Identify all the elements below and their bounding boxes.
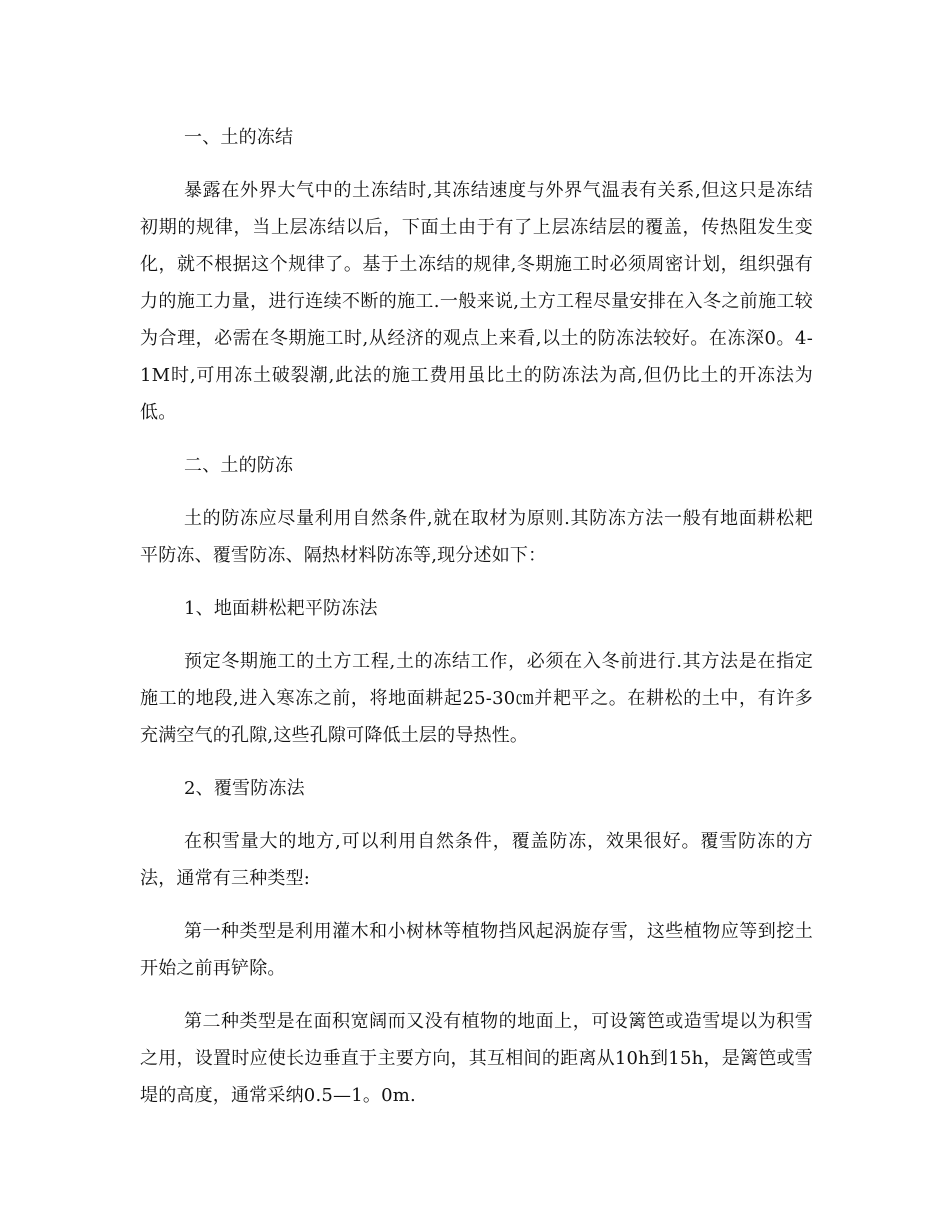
paragraph-snow-cover-type-two: 第二种类型是在面积宽阔而又没有植物的地面上，可设篱笆或造雪堤以为积雪之用，设置时应使长边垂直于主要方向，其互相间的距离从10h到15h，是篱笆或雪堤的高度，通常采纳0.5—1。0m. [140,1011,813,1106]
section-heading-frozen-soil: 一、土的冻结 [184,127,294,148]
paragraph-snow-cover-intro: 在积雪量大的地方,可以利用自然条件，覆盖防冻，效果很好。覆雪防冻的方法，通常有三种类型: [140,831,813,889]
section-heading-frost-protection: 二、土的防冻 [184,455,294,476]
paragraph-frost-protection: 土的防冻应尽量利用自然条件,就在取材为原则.其防冻方法一般有地面耕松耙平防冻、覆雪防冻、隔热材料防冻等,现分述如下： [140,508,813,566]
subheading-snow-cover-method: 2、覆雪防冻法 [184,778,305,799]
paragraph-snow-cover-type-one: 第一种类型是利用灌木和小树林等植物挡风起涡旋存雪，这些植物应等到挖土开始之前再铲除。 [140,921,813,979]
subheading-plowing-method: 1、地面耕松耙平防冻法 [184,598,378,619]
document-body [140,119,813,1130]
paragraph-plowing-method: 预定冬期施工的土方工程,土的冻结工作，必须在入冬前进行.其方法是在指定施工的地段,进入寒冻之前，将地面耕起25-30㎝并耙平之。在耕松的土中，有许多充满空气的孔隙,这些孔隙可降低土层的导热性。 [140,651,813,746]
paragraph-frozen-soil: 暴露在外界大气中的土冻结时,其冻结速度与外界气温表有关系,但这只是冻结初期的规律，当上层冻结以后，下面土由于有了上层冻结层的覆盖，传热阻发生变化，就不根据这个规律了。基于土冻结的规律,冬期施工时必须周密计划，组织强有力的施工力量，进行连续不断的施工.一般来说,土方工程尽量安排在入冬之前施工较为合理，必需在冬期施工时,从经济的观点上来看,以土的防冻法较好。在冻深0。4-1M时,可用冻土破裂潮,此法的施工费用虽比土的防冻法为高,但仍比土的开冻法为低。 [140,180,813,423]
